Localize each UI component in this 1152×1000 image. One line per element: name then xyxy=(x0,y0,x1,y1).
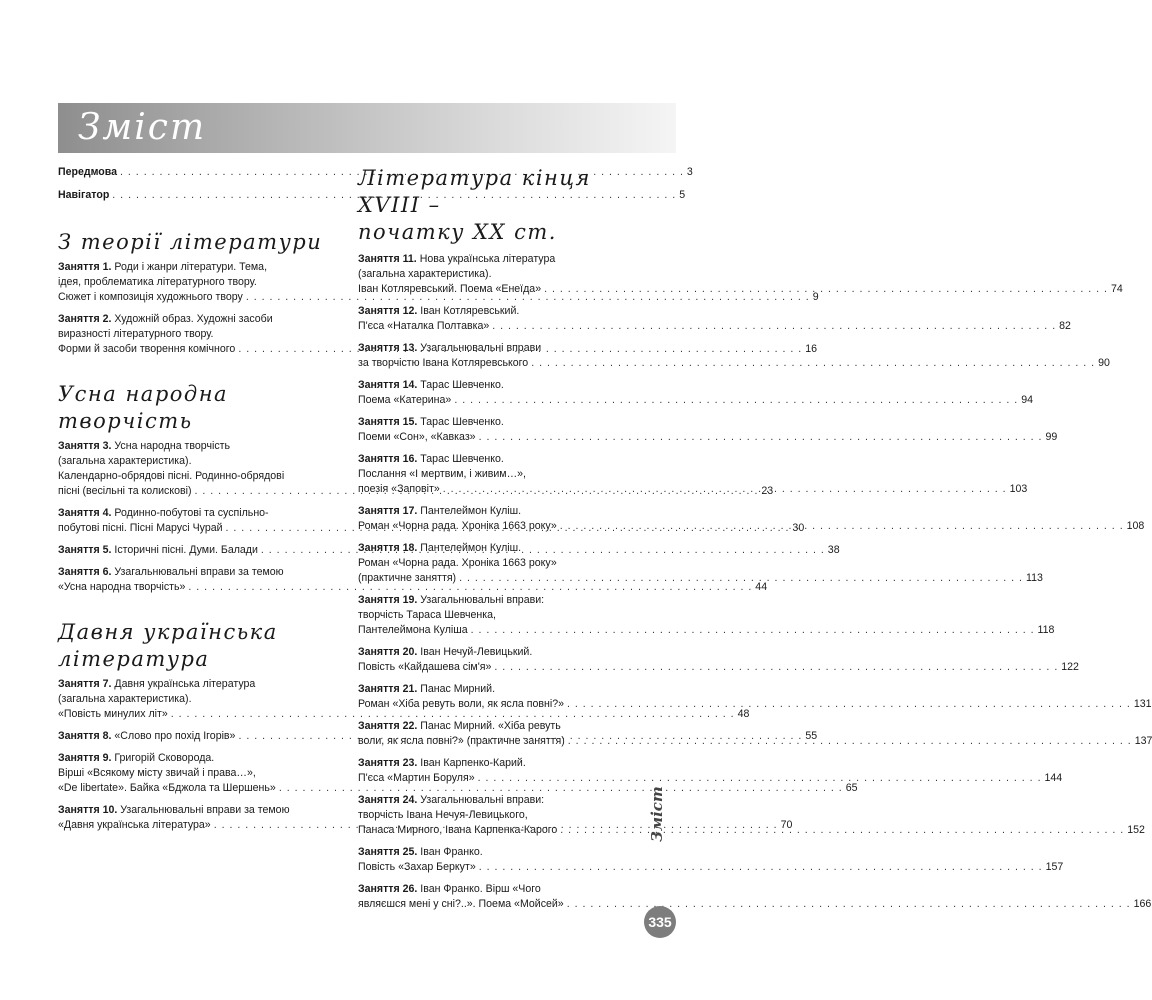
toc-entry xyxy=(358,756,1063,786)
lesson-title: Іван Карпенко-Карий. xyxy=(417,757,526,769)
toc-entry-line xyxy=(358,556,630,571)
toc-entry-line xyxy=(358,252,630,267)
toc-entry-text xyxy=(58,751,214,766)
lesson-number: Заняття 16. xyxy=(358,453,418,465)
lesson-title: Григорій Сковорода. xyxy=(111,752,215,764)
dot-leader xyxy=(494,660,1058,675)
page-reference: 118 xyxy=(1037,624,1055,636)
lesson-number: Заняття 24. xyxy=(358,794,418,806)
toc-entry-line xyxy=(58,803,328,818)
toc-entry-line xyxy=(358,504,630,519)
page-reference: 48 xyxy=(737,708,750,720)
section-heading-line: література xyxy=(58,647,210,671)
lesson-number: Заняття 1. xyxy=(58,261,112,273)
toc-entry-text xyxy=(358,319,489,334)
toc-entry-line xyxy=(358,593,630,608)
toc-entry-text xyxy=(58,766,256,781)
lesson-title: (загальна характеристика). xyxy=(58,455,192,467)
toc-entry-line xyxy=(58,454,328,469)
toc-entry-line xyxy=(358,541,630,556)
toc-entry xyxy=(58,165,693,180)
lesson-title: Тарас Шевченко. xyxy=(417,453,504,465)
page-reference: 137 xyxy=(1134,735,1152,747)
lesson-title: Роман «Чорна рада. Хроніка 1663 року» xyxy=(358,557,557,569)
lesson-title: творчість Івана Нечуя-Левицького, xyxy=(358,809,528,821)
lesson-title: Форми й засоби творення комічного xyxy=(58,343,236,355)
lesson-number: Заняття 15. xyxy=(358,416,418,428)
dot-leader xyxy=(478,771,1042,786)
lesson-number: Заняття 19. xyxy=(358,594,418,606)
lesson-title: ідея, проблематика літературного твору. xyxy=(58,276,257,288)
toc-entry-line xyxy=(58,469,328,484)
toc-entry xyxy=(358,882,1152,912)
toc-entry-line xyxy=(58,439,328,454)
page-reference: 94 xyxy=(1021,394,1033,406)
lesson-title: П'єса «Мартин Боруля» xyxy=(358,772,475,784)
lesson-number: Заняття 11. xyxy=(358,253,417,265)
page-reference: 90 xyxy=(1098,357,1110,369)
toc-entry-text xyxy=(358,608,496,623)
toc-entry-line xyxy=(358,808,630,823)
toc-entry-text xyxy=(358,393,451,408)
toc-entry-text xyxy=(358,623,468,638)
toc-entry-line xyxy=(58,781,858,796)
toc-entry-text xyxy=(58,454,192,469)
lesson-title: Узагальнювальні вправи xyxy=(417,342,542,354)
toc-entry-text xyxy=(58,565,284,580)
toc-entry-line xyxy=(358,645,630,660)
toc-entry-line xyxy=(58,275,328,290)
toc-entry-line xyxy=(58,290,819,305)
toc-entry-line xyxy=(358,415,630,430)
toc-entry-line xyxy=(358,623,1055,638)
lesson-title: Пантелеймон Куліш. xyxy=(417,505,522,517)
lesson-title: Календарно-обрядові пісні. Родинно-обрядові xyxy=(58,470,285,482)
toc-entry-text xyxy=(358,823,557,838)
lesson-number: Заняття 20. xyxy=(358,646,418,658)
toc-entry xyxy=(358,252,1123,297)
dot-leader xyxy=(560,519,1124,534)
page-reference: 38 xyxy=(827,544,840,556)
toc-entry-line xyxy=(358,430,1058,445)
toc-entry-line xyxy=(358,793,630,808)
lesson-title: Панаса Мирного, Івана Карпенка-Карого xyxy=(358,824,558,836)
lesson-number: Заняття 10. xyxy=(58,804,118,816)
lesson-title: Вірші «Всякому місту звичай і права…», xyxy=(58,767,256,779)
lesson-title: «Слово про похід Ігорів» xyxy=(111,730,236,742)
toc-entry-line xyxy=(58,580,768,595)
page-reference: 113 xyxy=(1025,572,1043,584)
toc-entry-text xyxy=(58,188,109,203)
page-number-badge: 335 xyxy=(644,906,676,938)
toc-entry-text xyxy=(358,734,565,749)
toc-entry-text xyxy=(358,845,483,860)
section-heading xyxy=(358,165,630,246)
page-reference: 55 xyxy=(805,730,818,742)
dot-leader xyxy=(544,282,1108,297)
toc-entry-text xyxy=(58,677,255,692)
toc-entry-text xyxy=(58,290,243,305)
lesson-title: Художній образ. Художні засоби xyxy=(111,313,273,325)
toc-entry-text xyxy=(358,467,526,482)
page-reference: 9 xyxy=(812,291,819,303)
dot-leader xyxy=(568,734,1132,749)
lesson-title: «Давня українська література» xyxy=(58,819,211,831)
toc-entry-text xyxy=(358,660,491,675)
lesson-title: Узагальнювальні вправи: xyxy=(417,794,545,806)
page-reference: 30 xyxy=(792,522,805,534)
toc-entry-line xyxy=(358,719,630,734)
dot-leader xyxy=(443,482,1007,497)
toc-entry-text xyxy=(358,252,555,267)
toc-entry-line xyxy=(358,341,630,356)
page-reference: 144 xyxy=(1044,772,1063,784)
lesson-title: «Повість минулих літ» xyxy=(58,708,168,720)
page-reference: 23 xyxy=(761,485,774,497)
lesson-number: Заняття 8. xyxy=(58,730,112,742)
dot-leader xyxy=(454,393,1018,408)
dot-leader xyxy=(459,571,1023,586)
lesson-number: Передмова xyxy=(58,166,118,178)
lesson-number: Заняття 4. xyxy=(58,507,112,519)
lesson-title: (загальна характеристика). xyxy=(58,693,192,705)
toc-entry-text xyxy=(358,504,521,519)
side-section-label: Зміст xyxy=(648,786,666,842)
toc-entry xyxy=(358,378,1033,408)
lesson-title: Іван Франко. xyxy=(417,846,483,858)
page-reference: 3 xyxy=(686,166,693,178)
lesson-title: Роман «Чорна рада. Хроніка 1663 року» xyxy=(358,520,557,532)
toc-entry-text xyxy=(58,707,168,722)
lesson-number: Заняття 21. xyxy=(358,683,418,695)
toc-entry xyxy=(358,682,1152,712)
toc-entry-text xyxy=(58,327,213,342)
toc-entry-text xyxy=(358,860,476,875)
lesson-title: Повість «Кайдашева сім'я» xyxy=(358,661,492,673)
lesson-title: Історичні пісні. Думи. Балади xyxy=(111,544,258,556)
toc-entry-text xyxy=(58,165,117,180)
toc-entry xyxy=(358,845,1064,875)
lesson-title: Іван Нечуй-Левицький. xyxy=(417,646,533,658)
toc-entry-text xyxy=(58,484,192,499)
dot-leader xyxy=(560,823,1124,838)
section-heading-line: Усна народна творчість xyxy=(58,382,229,433)
section-heading-line: Давня українська xyxy=(58,620,278,644)
toc-entry-line xyxy=(358,860,1064,875)
lesson-number: Заняття 25. xyxy=(358,846,418,858)
toc-entry-text xyxy=(358,756,526,771)
toc-entry-text xyxy=(358,482,440,497)
page-title: Зміст xyxy=(78,107,207,148)
lesson-title: за творчістю Івана Котляревського xyxy=(358,357,529,369)
toc-entry-text xyxy=(358,267,492,282)
toc-entry-line xyxy=(358,282,1123,297)
dot-leader xyxy=(479,430,1043,445)
toc-entry-text xyxy=(358,519,557,534)
lesson-title: Узагальнювальні вправи за темою xyxy=(117,804,290,816)
lesson-number: Заняття 13. xyxy=(358,342,418,354)
toc-entry-line xyxy=(358,697,1152,712)
page-reference: 122 xyxy=(1061,661,1079,673)
lesson-title: Іван Котляревський. xyxy=(417,305,520,317)
lesson-title: Пантелеймона Куліша xyxy=(358,624,468,636)
section-heading xyxy=(58,619,328,673)
lesson-title: Поеми «Сон», «Кавказ» xyxy=(358,431,476,443)
lesson-title: Узагальнювальні вправи: xyxy=(417,594,545,606)
toc-entry-text xyxy=(358,593,544,608)
toc-entry-text xyxy=(58,312,273,327)
toc-entry-text xyxy=(358,771,475,786)
toc-entry-line xyxy=(58,692,328,707)
toc-entry-line xyxy=(358,356,1110,371)
dot-leader xyxy=(471,623,1035,638)
title-band xyxy=(58,103,676,153)
dot-leader xyxy=(531,356,1095,371)
toc-entry-line xyxy=(358,882,630,897)
toc-entry-line xyxy=(58,766,328,781)
page-reference: 70 xyxy=(780,819,793,831)
page-reference: 131 xyxy=(1133,698,1152,710)
toc-entry-line xyxy=(358,771,1063,786)
section-heading xyxy=(58,381,328,435)
lesson-title: Поема «Катерина» xyxy=(358,394,452,406)
lesson-number: Заняття 17. xyxy=(358,505,418,517)
lesson-title: творчість Тараса Шевченка, xyxy=(358,609,496,621)
toc-entry-text xyxy=(358,415,504,430)
toc-entry-line xyxy=(58,165,693,180)
toc-entry-line xyxy=(358,571,1043,586)
toc-entry-text xyxy=(58,692,192,707)
page-reference: 44 xyxy=(755,581,768,593)
lesson-title: виразності літературного твору. xyxy=(58,328,214,340)
lesson-title: П'єса «Наталка Полтавка» xyxy=(358,320,490,332)
lesson-title: Повість «Захар Беркут» xyxy=(358,861,476,873)
page-reference: 74 xyxy=(1110,283,1123,295)
toc-entry-line xyxy=(358,660,1079,675)
lesson-number: Заняття 3. xyxy=(58,440,112,452)
toc-entry-line xyxy=(358,682,630,697)
toc-entry-line xyxy=(58,260,328,275)
lesson-number: Заняття 18. xyxy=(358,542,418,554)
toc-entry-text xyxy=(358,808,528,823)
lesson-title: пісні (весільні та колискові) xyxy=(58,485,192,497)
lesson-number: Заняття 9. xyxy=(58,752,112,764)
toc-entry-line xyxy=(58,677,328,692)
toc-entry xyxy=(358,415,1058,445)
toc-entry-text xyxy=(358,430,476,445)
toc-entry-line xyxy=(58,327,328,342)
lesson-title: побутові пісні. Пісні Марусі Чурай xyxy=(58,522,223,534)
lesson-title: Панас Мирний. «Хіба ревуть xyxy=(417,720,561,732)
toc-entry-text xyxy=(58,260,267,275)
section-heading-line: початку XX ст. xyxy=(358,220,557,244)
lesson-number: Навігатор xyxy=(58,189,110,201)
lesson-title: Усна народна творчість xyxy=(111,440,231,452)
lesson-title: Сюжет і композиція художнього твору xyxy=(58,291,243,303)
page-reference: 5 xyxy=(679,189,686,201)
toc-entry-text xyxy=(358,541,521,556)
toc-entry-line xyxy=(358,608,630,623)
lesson-title: являєшся мені у сні?..». Поема «Мойсей» xyxy=(358,898,564,910)
page-reference: 166 xyxy=(1133,898,1152,910)
toc-entry-line xyxy=(358,393,1033,408)
lesson-title: Іван Франко. Вірш «Чого xyxy=(417,883,541,895)
lesson-title: Іван Котляревський. Поема «Енеїда» xyxy=(358,283,542,295)
toc-entry-text xyxy=(58,521,223,536)
toc-entry-line xyxy=(58,506,328,521)
toc-entry-text xyxy=(358,571,456,586)
toc-entry xyxy=(358,645,1079,675)
toc-entry-text xyxy=(358,304,519,319)
toc-entry-line xyxy=(358,319,1071,334)
section-heading-line: З теорії літератури xyxy=(58,230,323,254)
lesson-title: Панас Мирний. xyxy=(417,683,496,695)
toc-entry-text xyxy=(358,378,504,393)
page-reference: 157 xyxy=(1045,861,1064,873)
toc-entry-text xyxy=(358,341,541,356)
toc-entry-line xyxy=(358,897,1152,912)
toc-entry-line xyxy=(58,312,328,327)
toc-entry-text xyxy=(58,469,284,484)
toc-entry-text xyxy=(358,645,532,660)
section-heading-line: Література кінця XVIII – xyxy=(358,166,591,217)
toc-entry-text xyxy=(58,506,269,521)
lesson-number: Заняття 14. xyxy=(358,379,418,391)
toc-entry-line xyxy=(58,188,686,203)
lesson-number: Заняття 2. xyxy=(58,313,112,325)
lesson-title: Нова українська література xyxy=(416,253,556,265)
page-reference: 152 xyxy=(1127,824,1145,836)
toc-entry-text xyxy=(58,275,257,290)
lesson-title: Давня українська література xyxy=(111,678,256,690)
lesson-title: Роди і жанри літератури. Тема, xyxy=(111,261,268,273)
page-reference: 65 xyxy=(845,782,858,794)
page-reference: 108 xyxy=(1126,520,1145,532)
toc-entry-text xyxy=(58,803,290,818)
lesson-title: Узагальнювальні вправи за темою xyxy=(111,566,284,578)
dot-leader xyxy=(567,697,1131,712)
toc-entry-line xyxy=(358,467,630,482)
lesson-title: Родинно-побутові та суспільно- xyxy=(111,507,269,519)
toc-entry-text xyxy=(358,452,504,467)
toc-entry-line xyxy=(358,267,630,282)
lesson-title: воли, як ясла повні?» (практичне заняття) xyxy=(358,735,565,747)
lesson-title: Тарас Шевченко. xyxy=(417,416,504,428)
toc-entry-text xyxy=(358,897,564,912)
toc-entry xyxy=(358,593,1055,638)
toc-entry-text xyxy=(58,543,258,558)
toc-entry-line xyxy=(358,378,630,393)
toc-entry-text xyxy=(358,719,561,734)
toc-entry-text xyxy=(358,282,541,297)
lesson-number: Заняття 22. xyxy=(358,720,418,732)
lesson-number: Заняття 12. xyxy=(358,305,418,317)
toc-entry-line xyxy=(58,751,328,766)
toc-entry-line xyxy=(358,845,630,860)
lesson-number: Заняття 5. xyxy=(58,544,112,556)
lesson-title: Роман «Хіба ревуть воли, як ясла повні?» xyxy=(358,698,564,710)
page-reference: 82 xyxy=(1059,320,1071,332)
lesson-title: (загальна характеристика). xyxy=(358,268,492,280)
lesson-number: Заняття 23. xyxy=(358,757,418,769)
section-heading xyxy=(58,229,328,256)
toc-entry-text xyxy=(358,697,564,712)
lesson-number: Заняття 7. xyxy=(58,678,112,690)
toc-entry-text xyxy=(358,793,544,808)
page-reference: 16 xyxy=(805,343,817,355)
lesson-title: «De libertate». Байка «Бджола та Шершень» xyxy=(58,782,276,794)
toc-entry-text xyxy=(358,356,528,371)
page-reference: 103 xyxy=(1009,483,1028,495)
toc-entry-text xyxy=(358,882,541,897)
toc-entry-text xyxy=(358,556,557,571)
lesson-number: Заняття 26. xyxy=(358,883,418,895)
lesson-title: (практичне заняття) xyxy=(358,572,457,584)
toc-entry-text xyxy=(358,682,495,697)
lesson-title: Тарас Шевченко. xyxy=(417,379,504,391)
dot-leader xyxy=(479,860,1043,875)
lesson-title: поезія «Заповіт» xyxy=(358,483,440,495)
toc-entry-line xyxy=(58,707,750,722)
toc-entry-text xyxy=(58,729,235,744)
page-reference: 99 xyxy=(1045,431,1058,443)
toc-entry-text xyxy=(58,781,276,796)
toc-entry-line xyxy=(58,565,328,580)
lesson-title: «Усна народна творчість» xyxy=(58,581,186,593)
toc-entry xyxy=(58,188,686,203)
toc-entry-line xyxy=(358,452,630,467)
toc-entry xyxy=(358,304,1071,334)
toc-entry-text xyxy=(58,580,185,595)
toc-entry-line xyxy=(358,756,630,771)
toc-entry-text xyxy=(58,342,235,357)
toc-entry-line xyxy=(358,304,630,319)
lesson-title: Послання «І мертвим, і живим…», xyxy=(358,468,526,480)
lesson-number: Заняття 6. xyxy=(58,566,112,578)
toc-entry-text xyxy=(58,818,211,833)
lesson-title: Пантелеймон Куліш. xyxy=(417,542,522,554)
toc-entry-text xyxy=(58,439,230,454)
dot-leader xyxy=(492,319,1056,334)
